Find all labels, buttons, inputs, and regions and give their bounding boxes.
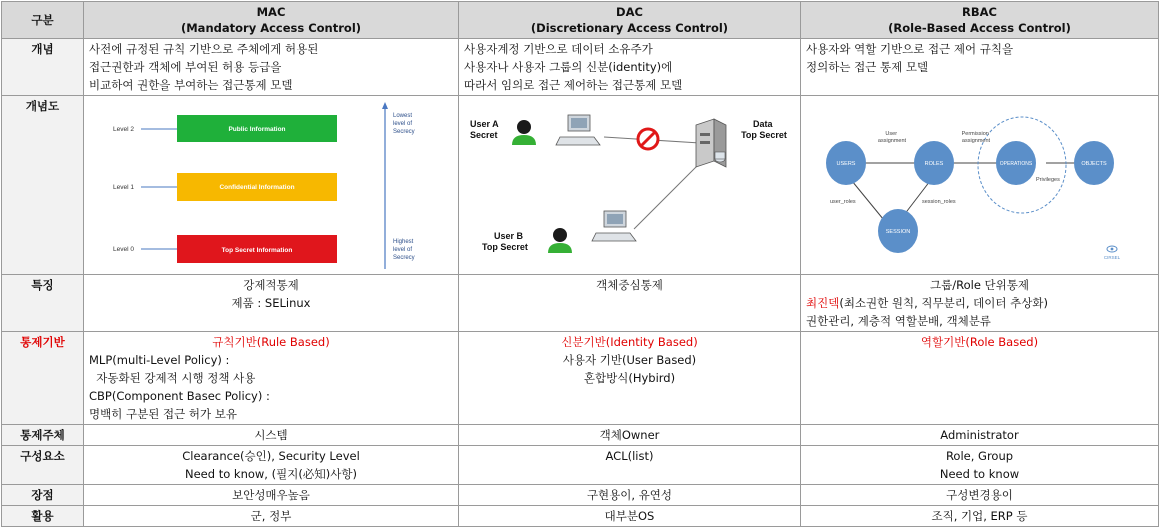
basis-mac-line: 자동화된 강제적 시행 정책 사용 [89,371,256,385]
rbac-diagram [806,97,1159,273]
mac-diagram [89,97,459,273]
concept-label: 개념 [2,39,84,96]
mac-arrow-head-icon [382,102,388,109]
header-row [2,2,1159,39]
rbac-roles-label: ROLES [924,161,944,167]
rbac-session-label: SESSION [885,229,911,235]
header-rbac [801,2,1159,39]
basis-dac-title: 신분기반(Identity Based) [561,335,698,349]
mac-top-secret-label: Top Secret Information [221,247,293,254]
features-rbac-keyword: 최진덱 [806,296,840,310]
rbac-privileges-label: Privileges [1036,177,1060,183]
basis-row [2,332,1159,425]
features-rbac-line: 그룹/Role 단위통제 [930,278,1029,292]
basis-label: 통제기반 [2,332,84,425]
features-dac-line: 객체중심통제 [596,278,663,292]
mac-lowest-label: Lowest level of Secrecy [393,113,415,135]
basis-mac-line: MLP(multi-Level Policy) : [89,353,230,367]
mac-diagram-cell [84,96,459,275]
components-mac-line: Need to know, (필지(必知)사항) [185,467,357,481]
merit-dac: 구현용이, 유연성 [459,485,801,506]
server-icon [696,119,726,167]
user-a-person-icon [512,120,536,145]
concept-mac-line: 비교하여 권한을 부여하는 접근통제 모델 [89,78,293,92]
concept-mac-line: 접근권한과 객체에 부여된 허용 등급을 [89,60,282,74]
mac-level-label: Level 0 [113,246,134,253]
usage-mac: 군, 정부 [84,506,459,527]
rbac-permission-assignment-label: Permission assignment [961,131,991,144]
diagram-row [2,96,1159,275]
rbac-users-label: USERS [836,161,856,167]
features-mac [84,275,459,332]
basis-rbac [801,332,1159,425]
rbac-user-assignment-label: User assignment [877,131,907,144]
concept-mac [84,39,459,96]
components-mac-line: Clearance(승인), Security Level [182,449,360,463]
concept-dac-line: 사용자계정 기반으로 데이터 소유주가 [464,42,653,56]
components-rbac [801,446,1159,485]
dac-link-user-b [634,161,702,229]
header-mac-abbr: MAC [256,5,286,19]
dac-user-a-label: User A Secret [470,119,499,140]
features-row [2,275,1159,332]
components-rbac-line: Role, Group [945,449,1014,463]
mac-level-label: Level 1 [113,184,134,191]
dac-diagram-cell [459,96,801,275]
features-mac-line: 제품 : SELinux [231,296,311,310]
mac-public-label: Public Information [228,126,286,133]
features-mac-line: 강제적통제 [243,278,299,292]
merit-label: 장점 [2,485,84,506]
rbac-session-roles-label: session_roles [922,199,956,205]
features-rbac-line [806,294,1153,312]
usage-dac: 대부분OS [459,506,801,527]
concept-dac-line: 따라서 임의로 접근 제어하는 접근통제 모델 [464,78,683,92]
features-dac [459,275,801,332]
basis-mac [84,332,459,425]
features-rbac [801,275,1159,332]
rbac-diagram-cell [801,96,1159,275]
components-row [2,446,1159,485]
rbac-link-roles-session [904,181,930,215]
basis-mac-line: CBP(Component Basec Policy) : [89,389,270,403]
mac-highest-label: Highest level of Secrecy [393,239,415,261]
usage-rbac: 조직, 기업, ERP 등 [801,506,1159,527]
header-mac-full: (Mandatory Access Control) [180,21,362,35]
dac-user-b-label: User B Top Secret [482,231,528,252]
components-label: 구성요소 [2,446,84,485]
user-b-computer-icon [592,211,636,241]
merit-mac: 보안성매우높음 [84,485,459,506]
features-label: 특징 [2,275,84,332]
basis-dac [459,332,801,425]
merit-row [2,485,1159,506]
mac-level-label: Level 2 [113,126,134,133]
rbac-operations-label: OPERATIONS [999,161,1033,167]
components-rbac-line: Need to know [939,467,1020,481]
concept-rbac-line: 사용자와 역할 기반으로 접근 제어 규칙을 [806,42,1014,56]
header-rbac-abbr: RBAC [962,5,997,19]
concept-mac-line: 사전에 규정된 규칙 기반으로 주체에게 허용된 [89,42,319,56]
svg-text:CIRSEL: CIRSEL [1103,255,1121,260]
concept-rbac [801,39,1159,96]
user-b-person-icon [548,228,572,253]
concept-dac-line: 사용자나 사용자 그룹의 신분(identity)에 [464,60,673,74]
components-dac-line: ACL(list) [605,449,654,463]
concept-row [2,39,1159,96]
header-mac [84,2,459,39]
concept-rbac-line: 정의하는 접근 통제 모델 [806,60,929,74]
basis-dac-line: 사용자 기반(User Based) [562,353,697,367]
dac-diagram [464,97,801,273]
dac-data-label: Data Top Secret [741,119,787,140]
diagram-label: 개념도 [2,96,84,275]
features-rbac-detail: (최소권한 원칙, 직무분리, 데이터 추상화) [839,296,1048,310]
basis-rbac-title: 역할기반(Role Based) [920,335,1039,349]
header-category: 구분 [2,2,84,39]
subject-mac: 시스템 [84,425,459,446]
header-rbac-full: (Role-Based Access Control) [888,21,1071,35]
basis-mac-line: 명백히 구분된 접근 허가 보유 [89,407,237,421]
deny-icon [638,129,658,149]
merit-rbac: 구성변경용이 [801,485,1159,506]
components-mac [84,446,459,485]
features-rbac-line: 권한관리, 계층적 역할분배, 객체분류 [806,314,991,328]
subject-row [2,425,1159,446]
cirsel-logo-icon [1104,246,1121,260]
subject-dac: 객체Owner [459,425,801,446]
basis-mac-title: 규칙기반(Rule Based) [212,335,330,349]
mac-confidential-label: Confidential Information [219,184,295,191]
basis-dac-line: 혼합방식(Hybird) [583,371,676,385]
subject-label: 통제주체 [2,425,84,446]
access-control-comparison-table [1,1,1159,527]
header-dac-abbr: DAC [616,5,643,19]
components-dac [459,446,801,485]
rbac-objects-label: OBJECTS [1081,161,1107,167]
concept-dac [459,39,801,96]
rbac-user-roles-label: user_roles [830,199,856,205]
header-dac-full: (Discretionary Access Control) [530,21,729,35]
header-dac [459,2,801,39]
user-a-computer-icon [556,115,600,145]
subject-rbac: Administrator [801,425,1159,446]
usage-label: 활용 [2,506,84,527]
